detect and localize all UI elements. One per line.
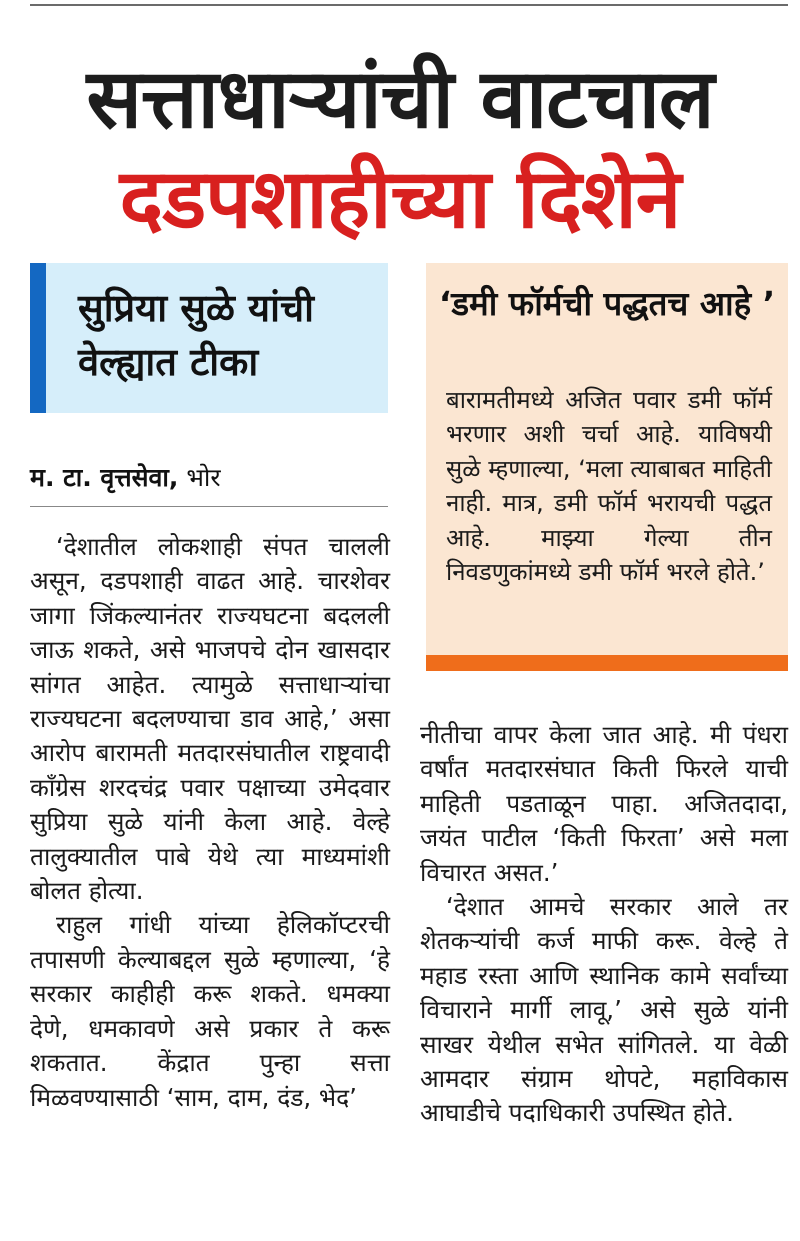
subheadline-box <box>30 263 388 413</box>
top-rule <box>30 4 788 6</box>
article-column-left <box>30 530 390 1115</box>
sidebar-accent-bar <box>426 655 788 671</box>
headline-line-2: दडपशाहीच्या दिशेने <box>119 152 681 247</box>
byline-place: भोर <box>186 463 221 492</box>
byline-rule <box>30 506 388 507</box>
article-paragraph: ‘देशातील लोकशाही संपत चालली असून, दडपशाही वाढत आहे. चारशेवर जागा जिंकल्यानंतर राज्यघटना बदलली जाऊ शकते, असे भाजपचे दोन खासदार सांगत आहेत. त्यामुळे सत्ताधाऱ्यांचा राज्यघटना बदलण्याचा डाव आहे,’ असा आरोप बारामती मतदारसंघातील राष्ट्रवादी काँग्रेस शरदचंद्र पवार पक्षाच्या उमेदवार सुप्रिया सुळे यांनी केला आहे. वेल्हे तालुक्यातील पाबे येथे त्या माध्यमांशी बोलत होत्या. <box>30 532 390 906</box>
article-paragraph: ‘देशात आमचे सरकार आले तर शेतकऱ्यांची कर्ज माफी करू. वेल्हे ते महाड रस्ता आणि स्थानिक कामे सर्वांच्या विचाराने मार्गी लावू,’ असे सुळे यांनी साखर येथील सभेत सांगितले. या वेळी आमदार संग्राम थोपटे, महाविकास आघाडीचे पदाधिकारी उपस्थित होते. <box>420 892 788 1128</box>
byline-agency: म. टा. वृत्तसेवा, <box>30 463 179 492</box>
sidebar-box <box>426 263 788 655</box>
article-paragraph: राहुल गांधी यांच्या हेलिकॉप्टरची तपासणी केल्याबद्दल सुळे म्हणाल्या, ‘हे सरकार काहीही करू शकते. धमक्या देणे, धमकावणे असे प्रकार ते करू शकतात. केंद्रात पुन्हा सत्ता मिळवण्यासाठी ‘साम, दाम, दंड, भेद’ <box>30 910 390 1112</box>
article-column-right <box>420 718 788 1131</box>
article-paragraph-continued: नीतीचा वापर केला जात आहे. मी पंधरा वर्षांत मतदारसंघात किती फिरले याची माहिती पडताळून पाहा. अजितदादा, जयंत पाटील ‘किती फिरता’ असे मला विचारत असत.’ <box>420 720 788 887</box>
sidebar-title: ‘डमी फॉर्मची पद्धतच आहे ’ <box>438 284 776 323</box>
byline <box>30 462 388 494</box>
sidebar-body: बारामतीमध्ये अजित पवार डमी फॉर्म भरणार अशी चर्चा आहे. याविषयी सुळे म्हणाल्या, ‘मला त्याबाबत माहिती नाही. मात्र, डमी फॉर्म भरायची पद्धत आहे. माझ्या गेल्या तीन निवडणुकांमध्ये डमी फॉर्म भरले होते.’ <box>446 386 772 587</box>
headline-line-1: सत्ताधाऱ्यांची वाटचाल <box>86 52 714 147</box>
subheadline: सुप्रिया सुळे यांची वेल्ह्यात टीका <box>78 286 314 384</box>
